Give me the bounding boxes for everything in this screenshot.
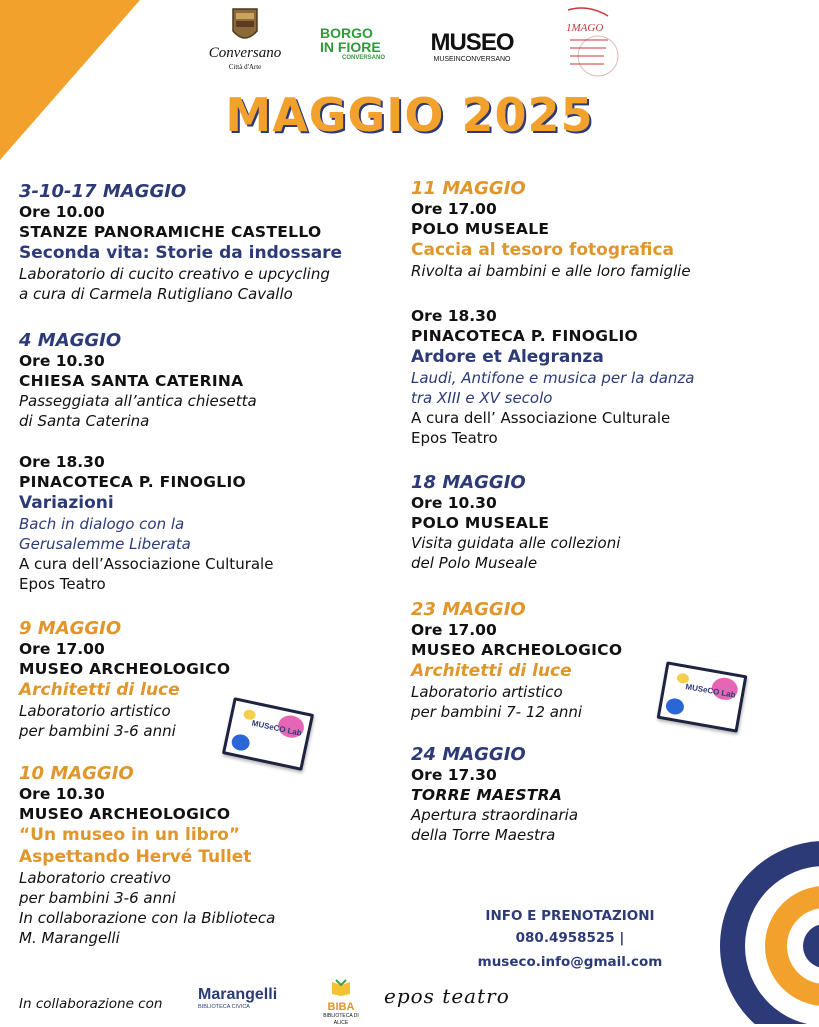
event-time: Ore 18.30 [19,453,105,471]
event-date: 18 MAGGIO [411,472,526,493]
event-time: Ore 18.30 [411,307,497,325]
mago-logo [558,4,622,88]
event-place: MUSEO ARCHEOLOGICO [411,641,623,659]
event-place: CHIESA SANTA CATERINA [19,372,244,390]
event-desc: Laboratorio di cucito creativo e upcycling [19,265,330,283]
event-11-maggio-evening [411,307,791,448]
event-subtitle: Laudi, Antifone e musica per la danza [411,369,695,387]
event-desc: per bambini 7- 12 anni [411,703,583,721]
event-title: Variazioni [19,493,114,513]
event-desc: Epos Teatro [19,575,106,593]
marangelli-name: Marangelli [198,986,278,1003]
event-subtitle: tra XIII e XV secolo [411,389,553,407]
event-desc: per bambini 3-6 anni [19,722,176,740]
event-subtitle: Gerusalemme Liberata [19,535,191,553]
museco-sub: MUSEINCONVERSANO [433,56,511,63]
event-9-maggio [19,618,404,741]
event-desc: Visita guidata alle collezioni [411,534,621,552]
event-title: Caccia al tesoro fotografica [411,240,675,260]
event-time: Ore 17.00 [411,621,497,639]
epos-teatro-logo: epos teatro [384,984,510,1008]
info-box [430,906,710,974]
marangelli-logo [198,986,277,1011]
event-time: Ore 17.30 [411,766,497,784]
left-column [19,181,404,948]
event-date: 9 MAGGIO [19,618,122,639]
event-title-2: Aspettando Hervé Tullet [19,847,252,867]
event-title: Architetti di luce [19,680,180,700]
event-desc: della Torre Maestra [411,826,556,844]
event-date: 11 MAGGIO [411,178,526,199]
info-heading: INFO E PRENOTAZIONI [485,908,655,924]
event-title: “Un museo in un libro” [19,825,241,845]
borgo-in-fiore-logo [320,26,400,76]
event-desc: A cura dell’Associazione Culturale [19,555,274,573]
event-date: 10 MAGGIO [19,763,134,784]
event-place: TORRE MAESTRA [411,786,563,804]
event-date: 23 MAGGIO [411,599,526,620]
event-time: Ore 10.00 [19,203,105,221]
event-title: Seconda vita: Storie da indossare [19,243,343,263]
mago-emblem-icon [558,4,622,88]
museco-logo [422,30,522,70]
event-place: PINACOTECA P. FINOGLIO [19,473,247,491]
event-desc: Epos Teatro [411,429,498,447]
event-desc: Laboratorio creativo [19,869,171,887]
museco-name: MUSEO [430,29,514,56]
event-desc: Apertura straordinaria [411,806,579,824]
biba-logo [316,978,366,1027]
biba-sub: BIBLIOTECA DI ALICE [323,1013,359,1026]
event-place: STANZE PANORAMICHE CASTELLO [19,223,322,241]
event-place: MUSEO ARCHEOLOGICO [19,805,231,823]
conversano-logo [200,5,290,75]
event-10-maggio [19,763,404,948]
borgo-line2: IN FIORE [320,39,381,55]
event-desc: Rivolta ai bambini e alle loro famiglie [411,262,691,280]
event-date: 24 MAGGIO [411,744,526,765]
event-place: POLO MUSEALE [411,220,550,238]
event-subtitle: Bach in dialogo con la [19,515,185,533]
marangelli-sub: BIBLIOTECA CIVICA [198,1004,250,1010]
event-desc: del Polo Museale [411,554,538,572]
event-24-maggio [411,744,791,845]
event-time: Ore 17.00 [411,200,497,218]
crest-icon [200,5,290,47]
biba-name: BIBA [327,1001,355,1013]
conversano-sub: Città d'Arte [228,63,262,71]
right-column [411,178,791,845]
event-time: Ore 10.30 [19,352,105,370]
conversano-name: Conversano [208,45,282,61]
event-desc: di Santa Caterina [19,412,150,430]
info-contacts[interactable]: 080.4958525 | museco.info@gmail.com [477,930,663,970]
event-place: MUSEO ARCHEOLOGICO [19,660,231,678]
card-label: MUSeCO Lab [684,682,737,700]
card-label: MUSeCO Lab [251,718,303,738]
event-place: POLO MUSEALE [411,514,550,532]
event-title: Architetti di luce [411,661,572,681]
event-desc: Laboratorio artistico [411,683,563,701]
event-desc: In collaborazione con la Biblioteca [19,909,276,927]
event-title: Ardore et Alegranza [411,347,604,367]
mago-name: 1MAGO [566,22,604,34]
event-time: Ore 10.30 [19,785,105,803]
page-title: MAGGIO 2025 [225,88,594,142]
event-11-maggio-afternoon [411,178,791,281]
event-4-maggio-evening [19,453,404,594]
event-4-maggio-morning [19,330,404,431]
event-3-10-17-maggio [19,181,404,304]
event-time: Ore 17.00 [19,640,105,658]
event-place: PINACOTECA P. FINOGLIO [411,327,639,345]
event-time: Ore 10.30 [411,494,497,512]
event-desc: per bambini 3-6 anni [19,889,176,907]
event-23-maggio [411,599,791,722]
event-desc: M. Marangelli [19,929,120,947]
borgo-line3: CONVERSANO [342,55,386,61]
event-date: 3-10-17 MAGGIO [19,181,187,202]
event-desc: Laboratorio artistico [19,702,171,720]
event-date: 4 MAGGIO [19,330,122,351]
decorative-rings [700,836,819,1024]
event-desc: a cura di Carmela Rutigliano Cavallo [19,285,293,303]
event-desc: A cura dell’ Associazione Culturale [411,409,671,427]
event-18-maggio [411,472,791,573]
collab-label: In collaborazione con [19,996,163,1012]
event-desc: Passeggiata all’antica chiesetta [19,392,257,410]
book-icon [330,978,352,996]
borgo-line1: BORGO [320,25,373,41]
